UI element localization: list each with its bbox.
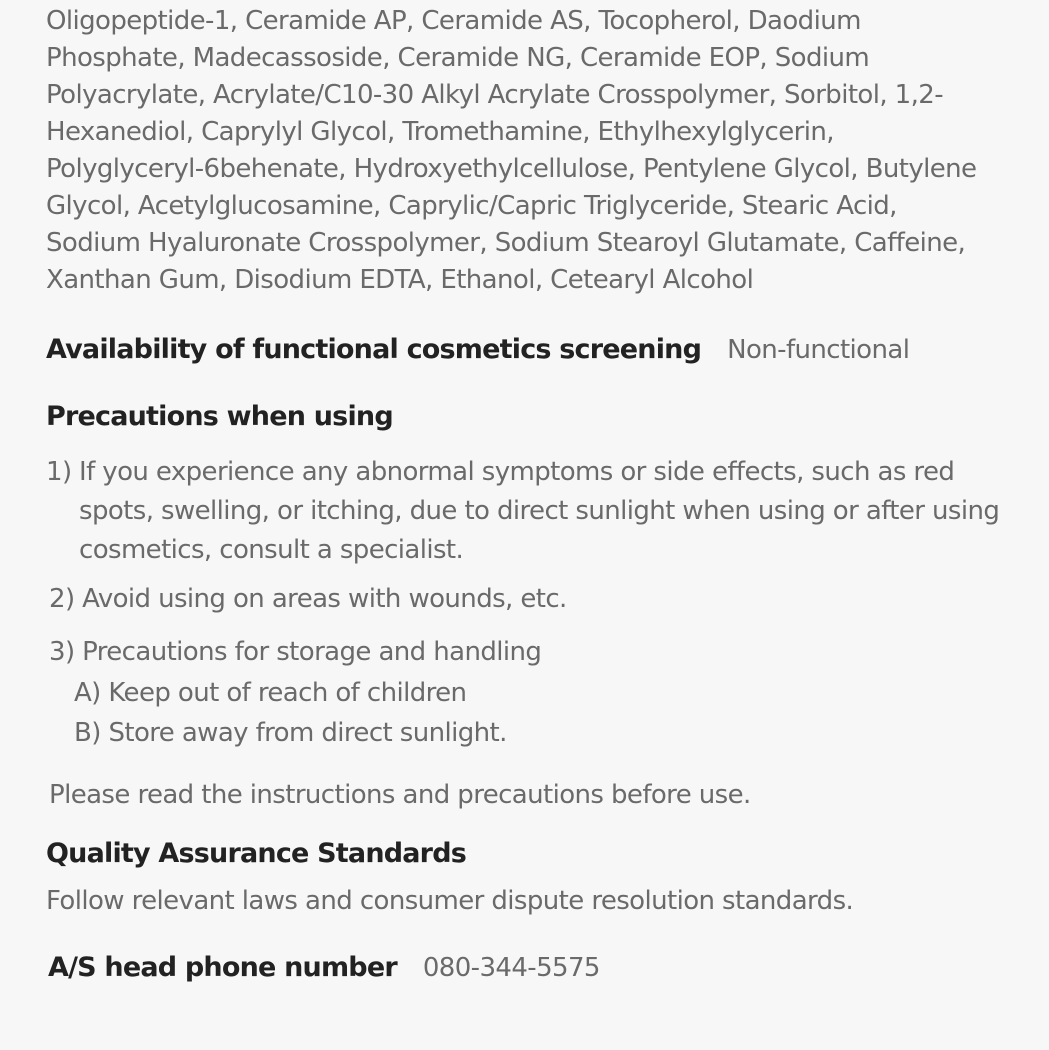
quality-heading: Quality Assurance Standards	[46, 838, 466, 869]
phone-label: A/S head phone number	[48, 952, 397, 983]
precaution-item-1-line: spots, swelling, or itching, due to direct sunlight when using or after using	[79, 496, 1000, 526]
precaution-item-1	[46, 453, 1016, 570]
ingredients-line: Oligopeptide-1, Ceramide AP, Ceramide AS, Tocopherol, Daodium	[46, 6, 861, 36]
ingredients-line: Xanthan Gum, Disodium EDTA, Ethanol, Cetearyl Alcohol	[46, 265, 754, 295]
functional-screening-value: Non-functional	[727, 335, 910, 365]
precautions-heading: Precautions when using	[46, 401, 393, 432]
precaution-item-1-number: 1)	[46, 457, 72, 487]
precautions-note: Please read the instructions and precautions before use.	[49, 780, 751, 810]
phone-number: 080-344-5575	[422, 953, 600, 983]
ingredients-line: Polyacrylate, Acrylate/C10-30 Alkyl Acrylate Crosspolymer, Sorbitol, 1,2-	[46, 80, 943, 110]
ingredients-line: Hexanediol, Caprylyl Glycol, Tromethamine, Ethylhexylglycerin,	[46, 117, 834, 147]
functional-screening-row	[46, 334, 909, 365]
precaution-item-3b: B) Store away from direct sunlight.	[74, 718, 507, 748]
ingredients-line: Polyglyceryl-6behenate, Hydroxyethylcellulose, Pentylene Glycol, Butylene	[46, 154, 977, 184]
phone-row	[48, 952, 600, 983]
ingredients-line: Glycol, Acetylglucosamine, Caprylic/Capric Triglyceride, Stearic Acid,	[46, 191, 897, 221]
quality-text: Follow relevant laws and consumer dispute resolution standards.	[46, 886, 854, 916]
precaution-item-3: 3) Precautions for storage and handling	[49, 637, 542, 667]
precaution-item-1-line: If you experience any abnormal symptoms or side effects, such as red	[79, 457, 955, 487]
ingredients-line: Sodium Hyaluronate Crosspolymer, Sodium Stearoyl Glutamate, Caffeine,	[46, 228, 966, 258]
precaution-item-2: 2) Avoid using on areas with wounds, etc.	[49, 584, 567, 614]
precaution-item-1-line: cosmetics, consult a specialist.	[79, 535, 464, 565]
ingredients-line: Phosphate, Madecassoside, Ceramide NG, Ceramide EOP, Sodium	[46, 43, 870, 73]
functional-screening-label: Availability of functional cosmetics screening	[46, 334, 702, 365]
ingredients-list	[46, 0, 1036, 299]
precaution-item-3a: A) Keep out of reach of children	[74, 678, 467, 708]
